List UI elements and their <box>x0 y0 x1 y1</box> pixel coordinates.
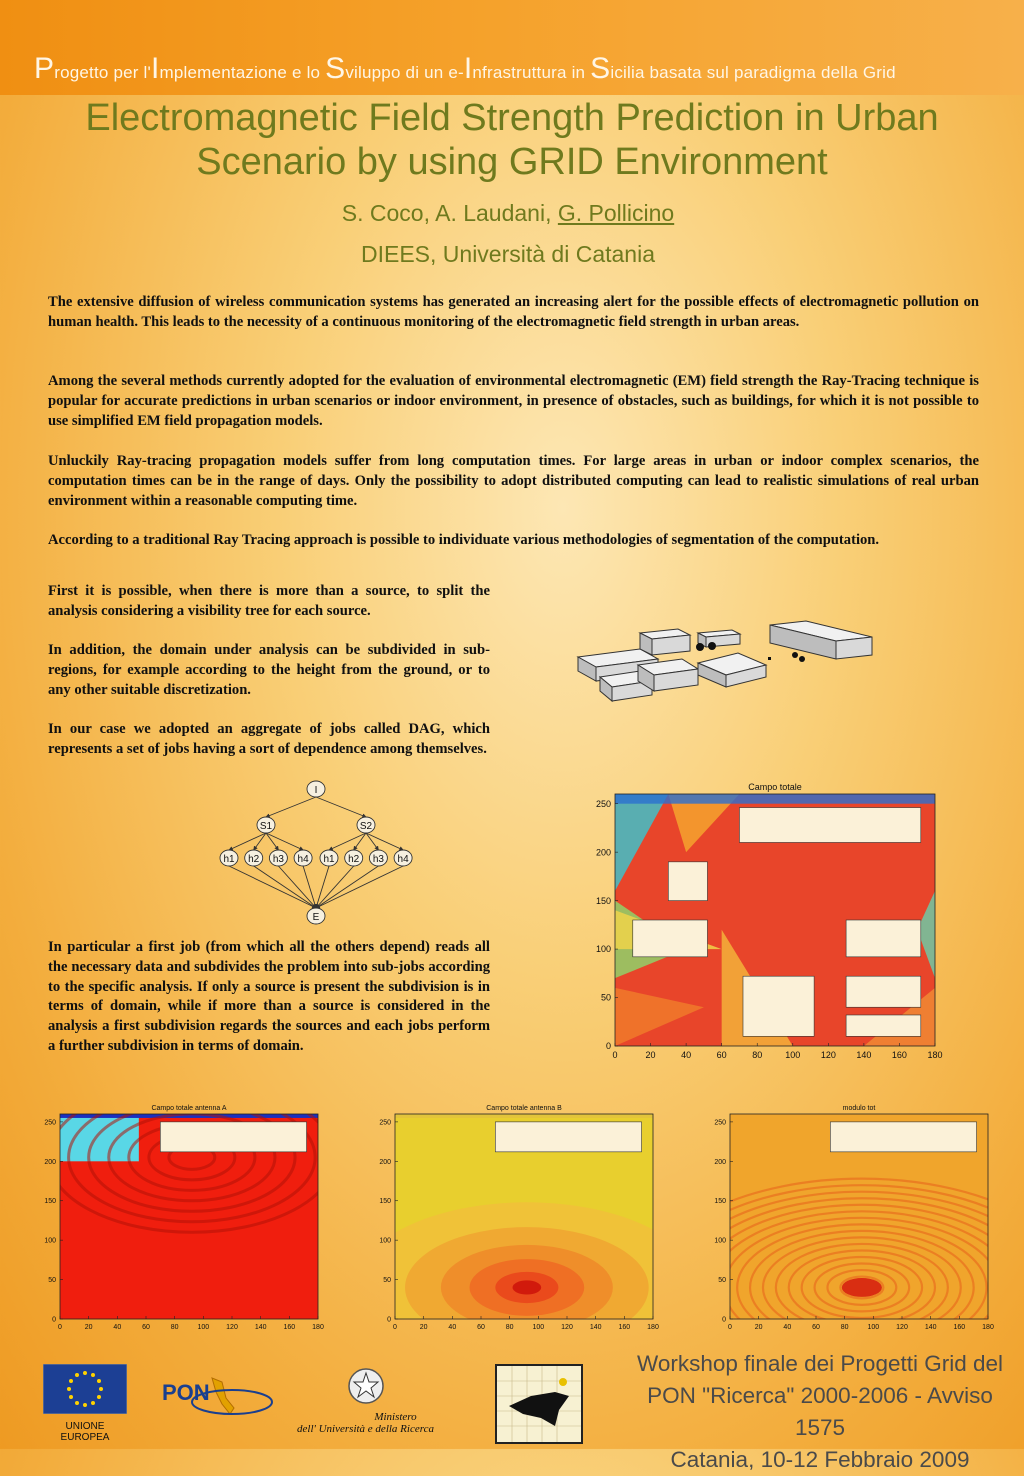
x-tick-label: 80 <box>505 1324 514 1331</box>
dag-edge <box>316 866 403 908</box>
y-tick-label: 50 <box>600 992 611 1003</box>
affiliation: DIEES, Università di Catania <box>360 241 655 267</box>
y-tick-label: 100 <box>714 1237 726 1245</box>
building-area <box>633 920 708 957</box>
dag-edge <box>303 866 316 908</box>
x-tick-label: 80 <box>170 1324 179 1331</box>
x-tick-label: 140 <box>856 1050 872 1060</box>
project-cap: I <box>150 52 160 85</box>
workshop-line-2: PON "Ricerca" 2000-2006 - Avviso 1575 <box>647 1383 993 1440</box>
dag-node-source-label: S2 <box>359 821 373 832</box>
dag-node-height-label: h1 <box>323 854 335 865</box>
dag-node-source-label: S1 <box>259 821 273 832</box>
ministero-line-1: Ministero <box>374 1411 417 1423</box>
x-tick-label: 20 <box>84 1324 93 1331</box>
y-tick-label: 0 <box>387 1316 391 1324</box>
building-area <box>846 920 921 957</box>
heatmap-field <box>700 1114 1010 1335</box>
project-cap: I <box>463 52 473 85</box>
chart-title: Campo totale antenna A <box>151 1105 227 1112</box>
ministero-line-2: dell' Università e della Ricerca <box>297 1423 434 1435</box>
buildings-illustration <box>570 615 880 715</box>
y-tick-label: 250 <box>595 798 611 809</box>
x-tick-label: 140 <box>589 1324 602 1331</box>
x-tick-label: 160 <box>618 1324 631 1331</box>
heatmap-field <box>615 794 935 1046</box>
x-tick-label: 180 <box>647 1324 659 1331</box>
project-name <box>34 52 1004 86</box>
paragraph-ray-tracing: Among the several methods currently adopted for the evaluation of environmental electromagnetic (EM) field strength the Ray-Tracing technique is popular for accurate predictions in urban scenarios or indoor environment, in presence of obstacles, such as buildings, for which it is not possible to use simplified EM field propagation models. <box>48 373 979 429</box>
heatmap-field <box>365 1114 675 1335</box>
project-part: icilia basata sul paradigma della Grid <box>610 63 896 82</box>
dag-edge <box>229 833 266 850</box>
building-area <box>739 808 920 843</box>
x-tick-label: 20 <box>645 1050 656 1060</box>
y-tick-label: 0 <box>722 1316 726 1324</box>
y-tick-label: 100 <box>595 944 611 955</box>
x-tick-label: 40 <box>448 1324 457 1331</box>
y-tick-label: 100 <box>44 1237 56 1245</box>
eu-logo <box>40 1364 130 1443</box>
x-tick-label: 60 <box>142 1324 150 1331</box>
x-tick-label: 160 <box>953 1324 966 1331</box>
paragraph-visibility-tree: First it is possible, when there is more than a source, to split the analysis considering a visibility tree for each source. <box>48 583 490 619</box>
x-tick-label: 0 <box>58 1324 62 1331</box>
dag-edge <box>329 833 366 850</box>
building-area <box>830 1122 976 1152</box>
y-tick-label: 200 <box>379 1158 391 1166</box>
building-area <box>160 1122 306 1152</box>
dag-node-height-label: h4 <box>297 854 309 865</box>
poster-title <box>30 96 994 184</box>
dag-edge <box>278 866 316 908</box>
dag-node-height-label: h3 <box>372 854 384 865</box>
dag-node-root-label: I <box>314 785 318 796</box>
x-tick-label: 120 <box>896 1324 908 1331</box>
x-tick-label: 160 <box>891 1050 907 1060</box>
paragraph-computation: Unluckily Ray-tracing propagation models suffer from long computation times. For large areas in urban or indoor complex scenarios, the computation times can be in the range of days. Only the possibility to adopt distributed computing can lead to realistic simulations of real urban environment within a reasonable computing time. <box>48 453 979 509</box>
y-tick-label: 50 <box>383 1277 391 1285</box>
republic-emblem-icon <box>344 1366 388 1406</box>
building-area <box>668 862 707 901</box>
building-area <box>846 976 921 1007</box>
project-part: mplementazione e lo <box>159 63 326 82</box>
y-tick-label: 150 <box>714 1198 726 1206</box>
dag-node-height-label: h1 <box>223 854 235 865</box>
x-tick-label: 40 <box>681 1050 692 1060</box>
paragraph-dag: In our case we adopted an aggregate of jobs called DAG, which represents a set of jobs having a sort of dependence among themselves. <box>48 721 490 757</box>
pon-label: PON <box>162 1380 210 1405</box>
pon-logo <box>160 1372 280 1422</box>
chart-antenna-a <box>30 1100 340 1335</box>
eu-flag-icon <box>43 1364 127 1414</box>
dag-diagram <box>215 776 415 926</box>
paragraph-intro: The extensive diffusion of wireless communication systems has generated an increasing alert for the possible effects of electromagnetic pollution on human health. This leads to the necessity of a continuous monitoring of the electromagnetic field strength in urban areas. <box>48 294 979 330</box>
y-tick-label: 50 <box>718 1277 726 1285</box>
y-tick-label: 250 <box>714 1119 726 1127</box>
workshop-line-3: Catania, 10-12 Febbraio 2009 <box>670 1447 970 1472</box>
x-tick-label: 160 <box>283 1324 296 1331</box>
y-tick-label: 150 <box>44 1198 56 1206</box>
y-tick-label: 200 <box>595 847 611 858</box>
y-tick-label: 50 <box>48 1277 56 1285</box>
x-tick-label: 120 <box>226 1324 238 1331</box>
chart-title: Campo totale antenna B <box>486 1105 562 1112</box>
project-cap: S <box>325 52 346 85</box>
project-part: rogetto per l' <box>54 63 151 82</box>
ministero-logo <box>278 1366 453 1435</box>
building-area <box>743 976 814 1036</box>
x-tick-label: 20 <box>419 1324 428 1331</box>
x-tick-label: 60 <box>812 1324 820 1331</box>
y-tick-label: 0 <box>52 1316 56 1324</box>
dag-edge <box>316 866 329 908</box>
x-tick-label: 140 <box>254 1324 267 1331</box>
x-tick-label: 0 <box>612 1050 618 1060</box>
workshop-line-1: Workshop finale dei Progetti Grid del <box>636 1351 1004 1376</box>
x-tick-label: 40 <box>783 1324 792 1331</box>
dag-node-end-label: E <box>312 912 320 923</box>
x-tick-label: 0 <box>393 1324 397 1331</box>
dag-edge <box>254 866 316 908</box>
x-tick-label: 120 <box>820 1050 836 1060</box>
chart-title: modulo tot <box>842 1105 876 1112</box>
building-area <box>846 1015 921 1036</box>
title-line-2: Scenario by using GRID Environment <box>196 141 828 183</box>
project-part: nfrastruttura in <box>472 63 591 82</box>
paragraph-segmentation: According to a traditional Ray Tracing approach is possible to individuate various methodologies of segmentation of the computation. <box>48 532 880 548</box>
heatmap-field <box>49 1100 336 1319</box>
y-tick-label: 200 <box>44 1158 56 1166</box>
x-tick-label: 100 <box>785 1050 801 1060</box>
dag-edge <box>316 866 354 908</box>
dag-node-height-label: h3 <box>272 854 284 865</box>
chart-antenna-b <box>365 1100 675 1335</box>
x-tick-label: 180 <box>312 1324 324 1331</box>
y-tick-label: 150 <box>595 895 611 906</box>
y-tick-label: 150 <box>379 1198 391 1206</box>
project-cap: S <box>590 52 611 85</box>
x-tick-label: 180 <box>982 1324 994 1331</box>
x-tick-label: 60 <box>477 1324 485 1331</box>
chart-modulo-tot <box>700 1100 1010 1335</box>
x-tick-label: 0 <box>728 1324 732 1331</box>
dag-node-height-label: h4 <box>397 854 409 865</box>
chart-campo-totale <box>585 778 955 1063</box>
x-tick-label: 60 <box>716 1050 727 1060</box>
x-tick-label: 80 <box>752 1050 763 1060</box>
project-part: viluppo di un e- <box>345 63 464 82</box>
x-tick-label: 100 <box>867 1324 880 1331</box>
authors <box>0 200 1016 227</box>
chart-title: Campo totale <box>748 782 802 792</box>
x-tick-label: 140 <box>924 1324 937 1331</box>
y-tick-label: 250 <box>379 1119 391 1127</box>
presenting-author: G. Pollicino <box>557 200 675 226</box>
dag-edge <box>266 833 303 850</box>
dag-node-height-label: h2 <box>348 854 360 865</box>
dag-node-height-label: h2 <box>248 854 260 865</box>
cometa-logo <box>495 1364 583 1444</box>
building-area <box>495 1122 641 1152</box>
workshop-info <box>630 1348 1010 1476</box>
x-tick-label: 100 <box>197 1324 210 1331</box>
x-tick-label: 40 <box>113 1324 122 1331</box>
y-tick-label: 100 <box>379 1237 391 1245</box>
x-tick-label: 180 <box>927 1050 943 1060</box>
dag-edge <box>266 797 316 817</box>
y-tick-label: 250 <box>44 1119 56 1127</box>
dag-edge <box>316 797 366 817</box>
paragraph-subregions: In addition, the domain under analysis can be subdivided in sub-regions, for example according to the height from the ground, or to any other suitable discretization. <box>48 642 490 698</box>
project-cap: P <box>34 52 55 85</box>
x-tick-label: 20 <box>754 1324 763 1331</box>
y-tick-label: 0 <box>605 1041 611 1052</box>
title-line-1: Electromagnetic Field Strength Prediction in Urban <box>85 97 939 139</box>
authors-plain: S. Coco, A. Laudani, <box>341 200 558 226</box>
dag-edge <box>229 866 316 908</box>
x-tick-label: 80 <box>840 1324 849 1331</box>
eu-label: UNIONE EUROPEA <box>60 1421 110 1443</box>
dag-edge <box>316 866 378 908</box>
x-tick-label: 100 <box>532 1324 545 1331</box>
x-tick-label: 120 <box>561 1324 573 1331</box>
y-tick-label: 200 <box>714 1158 726 1166</box>
dag-edge <box>366 833 403 850</box>
paragraph-first-job: In particular a first job (from which all the others depend) reads all the necessary data and subdivides the problem into sub-jobs according to the specific analysis. If only a source is present the subdivision is in terms of domain, while if more than a source is considered in the analysis a first subdivision regards the sources and each jobs perform a further subdivision in terms of domain. <box>48 939 490 1054</box>
